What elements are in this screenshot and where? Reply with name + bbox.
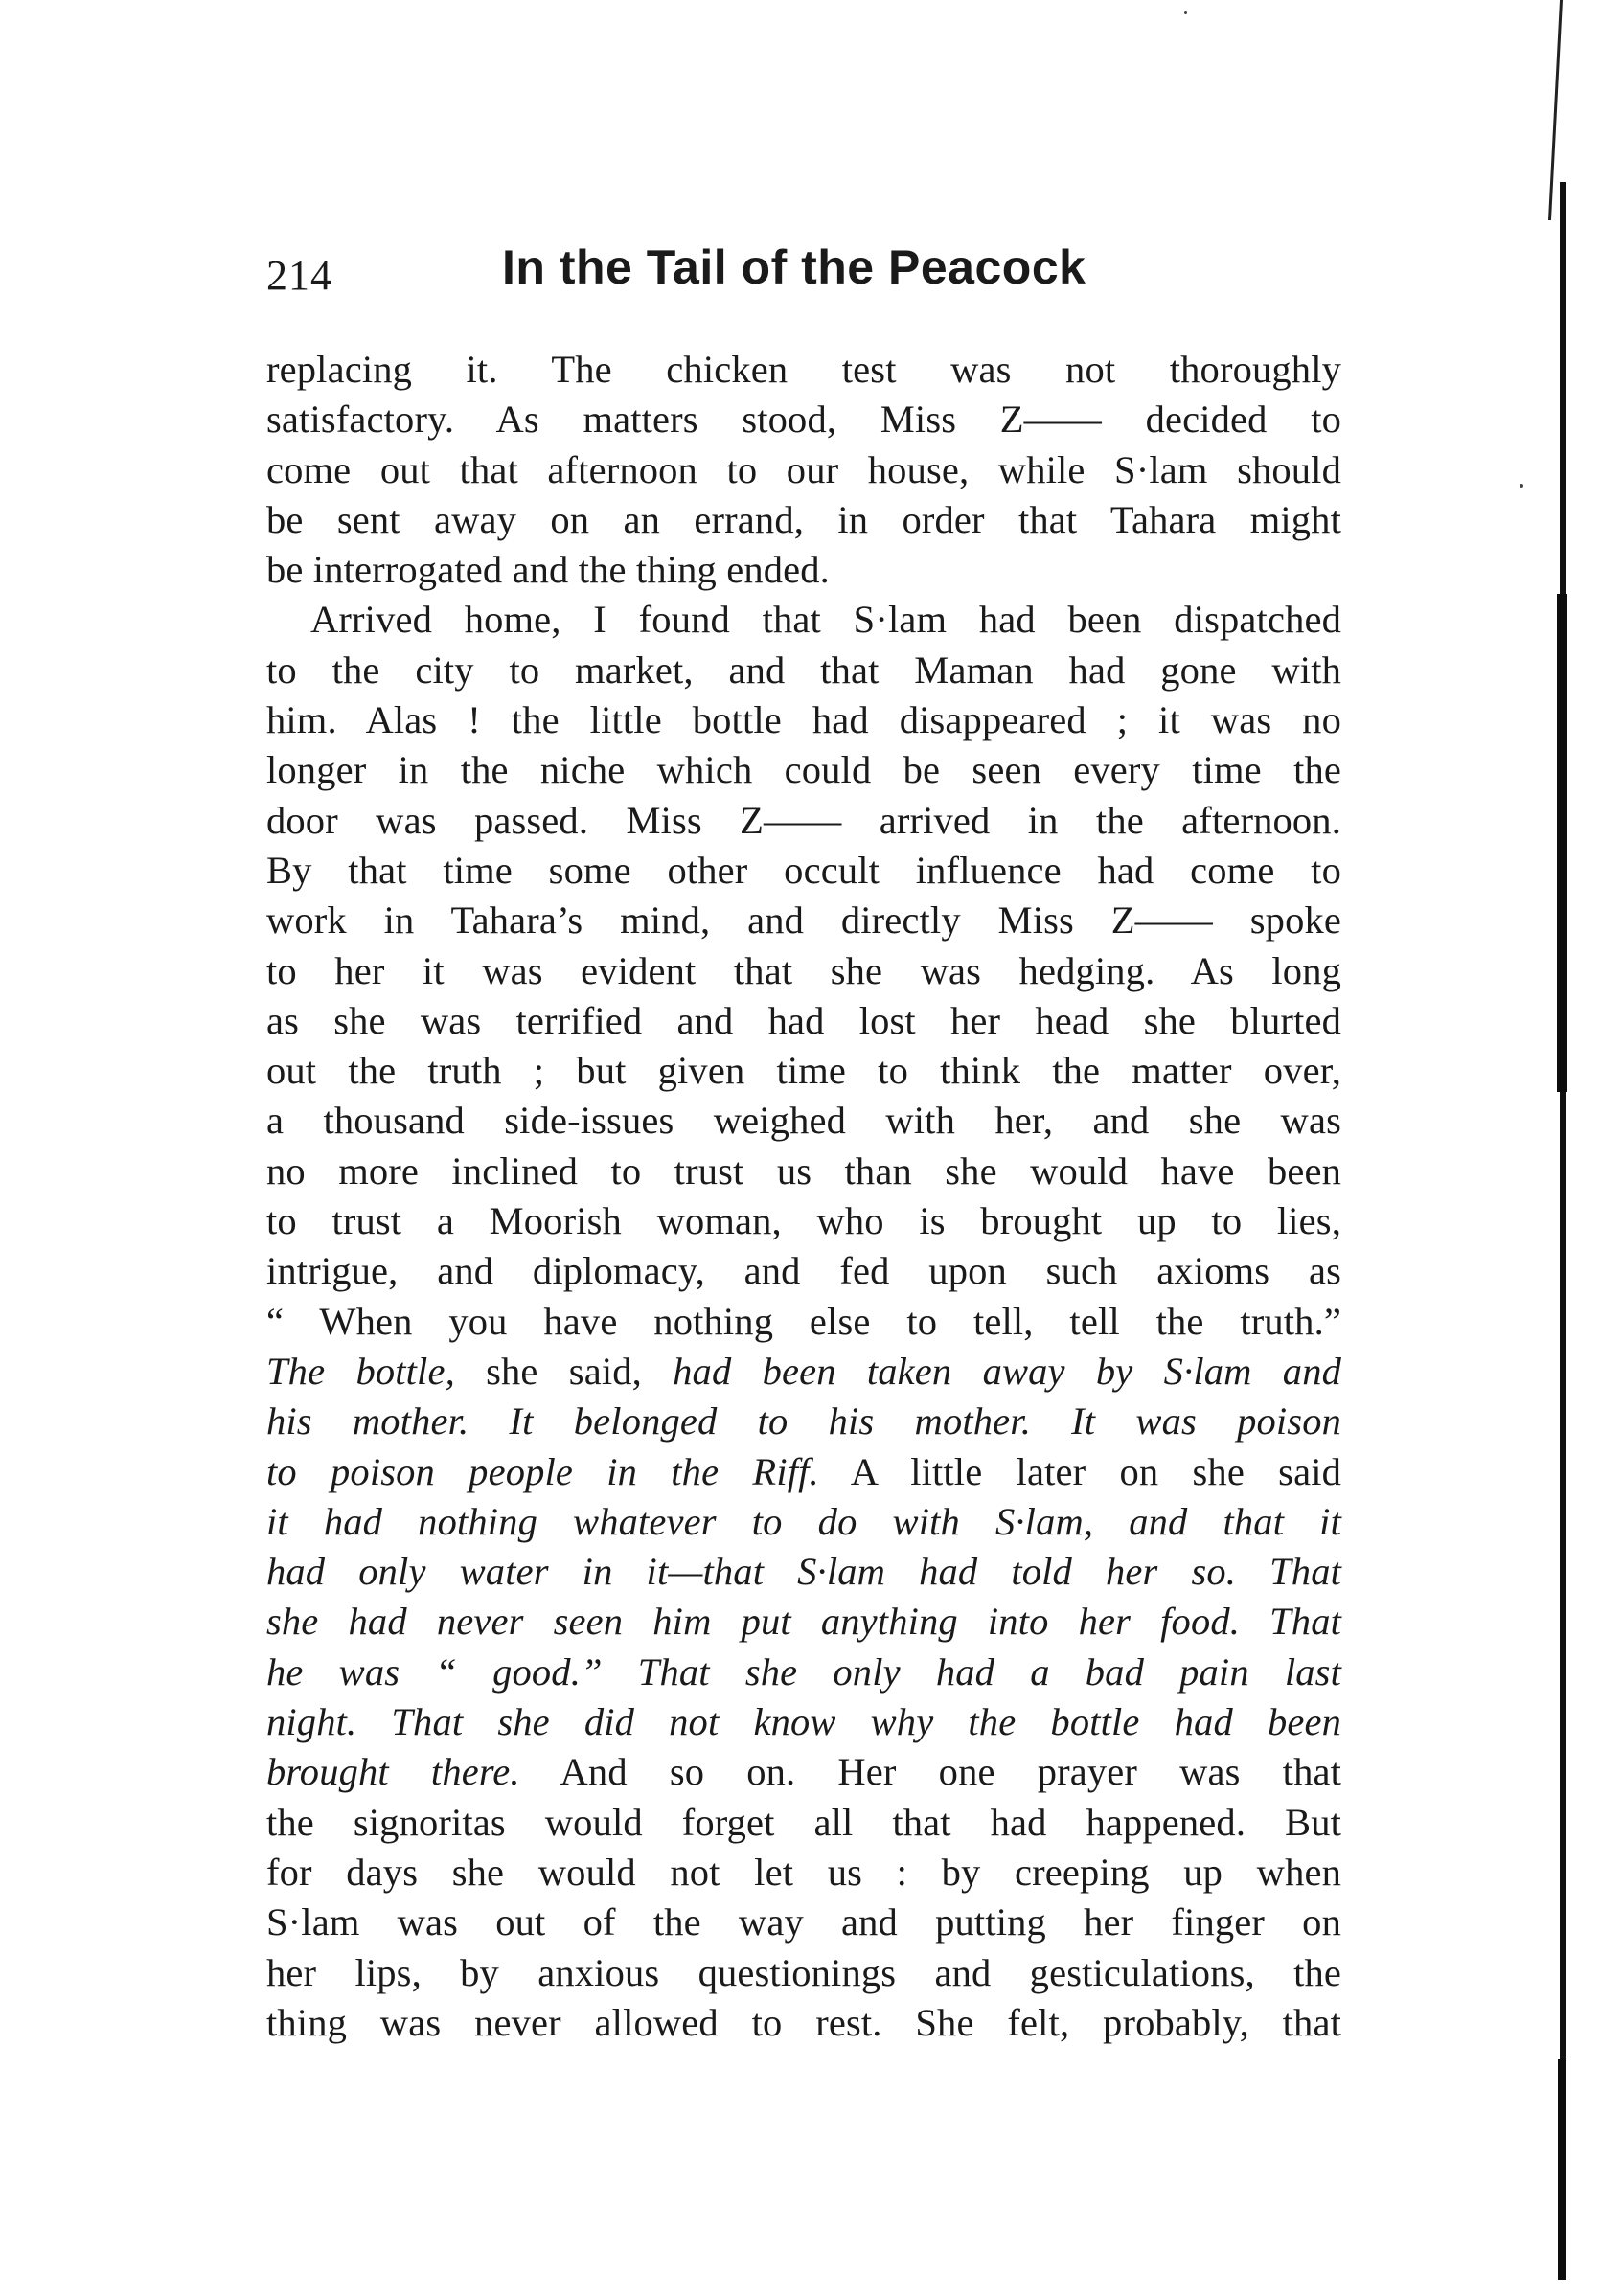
text-segment: By that time some other occult influence had come to [266,848,1341,892]
text-line [266,1747,1341,1797]
text-segment: no more inclined to trust us than she would have been [266,1148,1341,1193]
text-line [266,1597,1341,1647]
text-line [266,1447,1341,1497]
text-line [266,1798,1341,1848]
text-segment: Arrived home, I found that S·lam had been dispatched [310,598,1341,642]
binding-stroke-main [1560,182,1566,2280]
text-segment: out the truth ; but given time to think the matter over, [266,1049,1341,1093]
text-line [266,1697,1341,1747]
italic-text-segment: had been taken away by S·lam and [673,1349,1341,1393]
text-segment: satisfactory. As matters stood, Miss Z—— decided to [266,398,1341,442]
text-line [266,545,1341,595]
text-line [266,1246,1341,1296]
text-line [266,1397,1341,1446]
binding-stroke-bottom [1558,2059,1566,2280]
binding-stroke-thick [1557,594,1567,1092]
text-line [266,646,1341,695]
italic-text-segment: The bottle, [266,1349,455,1393]
text-line [266,896,1341,945]
text-segment: she said, [454,1349,674,1393]
text-line [266,1297,1341,1347]
text-line [266,1347,1341,1397]
text-segment: door was passed. Miss Z—— arrived in the afternoon. [266,798,1341,842]
text-segment: for days she would not let us : by creeping up when [266,1850,1341,1894]
text-line [266,1497,1341,1547]
text-line [266,946,1341,996]
text-line [266,395,1341,444]
text-line [266,1948,1341,1998]
page-header [266,239,1339,316]
italic-text-segment: night. That she did not know why the bottle had been [266,1700,1341,1744]
paper-speck [1184,11,1187,14]
text-line [266,1848,1341,1898]
text-segment: replacing it. The chicken test was not thoroughly [266,348,1341,391]
text-segment: be sent away on an errand, in order that Tahara might [266,497,1341,541]
text-segment: to trust a Moorish woman, who is brought up to lies, [266,1199,1341,1243]
text-segment: longer in the niche which could be seen every time the [266,748,1341,792]
text-line [266,1898,1341,1947]
text-line [266,695,1341,745]
paper-speck [1520,484,1523,488]
text-segment: be interrogated and the thing ended. [266,548,830,592]
text-segment: as she was terrified and had lost her head she blurted [266,998,1341,1042]
text-line [266,1998,1341,2048]
text-segment: A little later on she said [818,1449,1342,1493]
running-title: In the Tail of the Peacock [502,240,1086,294]
page-number: 214 [266,252,332,299]
text-line [266,996,1341,1046]
text-segment: And so on. Her one prayer was that [519,1750,1341,1794]
text-line [266,445,1341,495]
text-line [266,1196,1341,1246]
text-line [266,1096,1341,1146]
text-segment: her lips, by anxious questionings and gesticulations, the [266,1950,1341,1994]
italic-text-segment: brought there. [266,1750,520,1794]
text-line [266,796,1341,846]
text-segment: to the city to market, and that Maman had gone with [266,648,1341,692]
text-line [266,495,1341,545]
text-segment: a thousand side-issues weighed with her, and she was [266,1099,1341,1143]
text-line [266,595,1341,645]
body-text [266,345,1341,2048]
italic-text-segment: his mother. It belonged to his mother. It was poison [266,1399,1341,1444]
italic-text-segment: had only water in it—that S·lam had told her so. That [266,1550,1341,1594]
text-line [266,345,1341,395]
text-segment: S·lam was out of the way and putting her finger on [266,1900,1341,1944]
text-line [266,745,1341,795]
binding-edge [1554,0,1567,2296]
text-segment: him. Alas ! the little bottle had disappeared ; it was no [266,698,1341,742]
italic-text-segment: it had nothing whatever to do with S·lam, and that it [266,1499,1341,1543]
text-segment: “ When you have nothing else to tell, tell the truth.” [266,1299,1341,1343]
italic-text-segment: to poison people in the Riff. [266,1449,819,1493]
text-segment: intrigue, and diplomacy, and fed upon such axioms as [266,1249,1341,1293]
text-line [266,1547,1341,1597]
italic-text-segment: he was “ good.” That she only had a bad pain last [266,1649,1341,1694]
text-line [266,846,1341,896]
text-segment: the signoritas would forget all that had happened. But [266,1800,1341,1844]
text-segment: work in Tahara’s mind, and directly Miss Z—— spoke [266,898,1341,943]
text-line [266,1648,1341,1697]
italic-text-segment: she had never seen him put anything into her food. That [266,1600,1341,1644]
text-segment: to her it was evident that she was hedging. As long [266,948,1341,992]
text-line [266,1147,1341,1196]
text-segment: come out that afternoon to our house, while S·lam should [266,447,1341,491]
text-line [266,1046,1341,1096]
text-segment: thing was never allowed to rest. She felt, probably, that [266,2000,1341,2044]
